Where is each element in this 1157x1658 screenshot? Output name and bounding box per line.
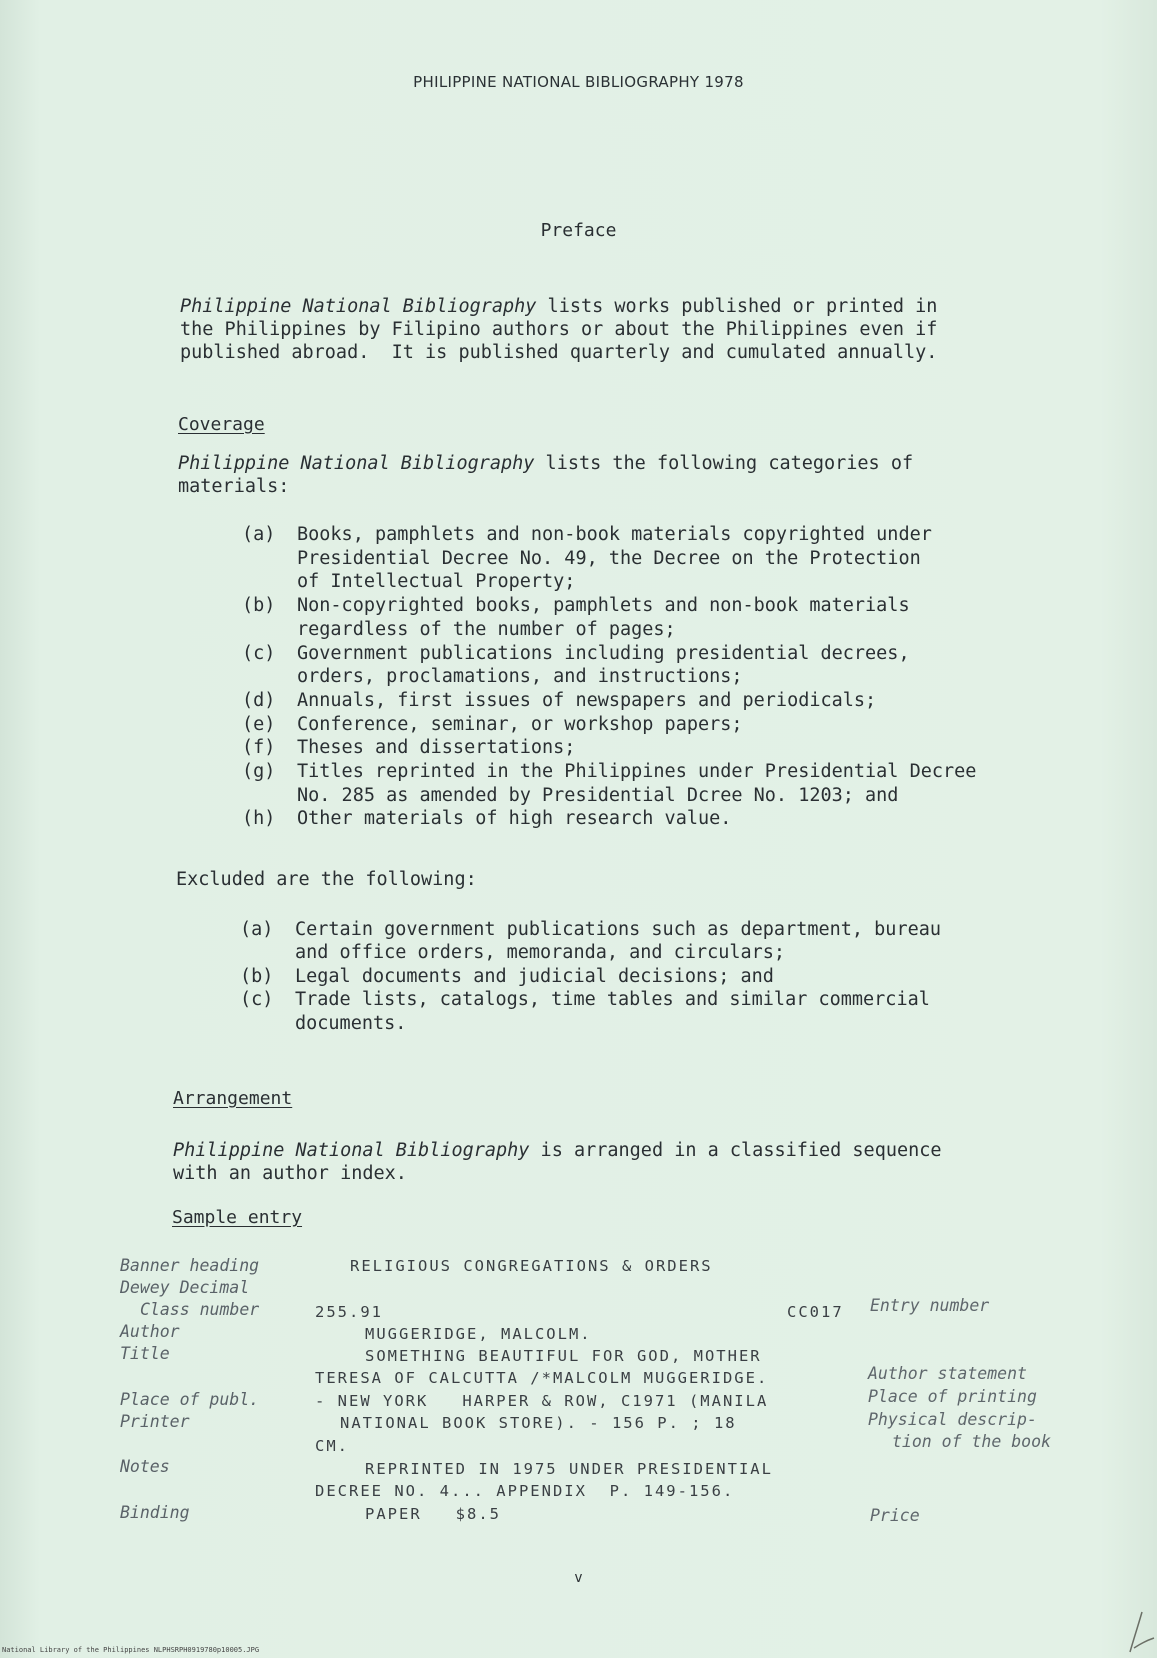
- label-author: Author: [120, 1322, 180, 1341]
- arrangement-line-2: with an author index.: [173, 1163, 407, 1184]
- excluded-item: [240, 918, 1000, 965]
- typed-notes-1: REPRINTED IN 1975 UNDER PRESIDENTIAL: [365, 1460, 773, 1478]
- item-text-line: orders, proclamations, and instructions;: [297, 666, 743, 688]
- item-label: (h): [242, 808, 276, 830]
- typed-place: - NEW YORK HARPER & ROW, C1971 (MANILA: [315, 1392, 769, 1410]
- item-text-line: Non-copyrighted books, pamphlets and non-book materials: [297, 595, 910, 617]
- item-label: (b): [242, 595, 276, 617]
- coverage-item: [242, 736, 1002, 760]
- coverage-intro-line-2: materials:: [178, 476, 290, 497]
- intro-title-italic: Philippine National Bibliography: [180, 296, 537, 317]
- intro-line-2: the Philippines by Filipino authors or about the Philippines even if: [180, 319, 938, 340]
- coverage-intro-line-1: [178, 452, 913, 475]
- item-text-line: documents.: [295, 1012, 407, 1034]
- typed-notes-2: DECREE NO. 4... APPENDIX P. 149-156.: [315, 1482, 735, 1500]
- item-text-line: of Intellectual Property;: [297, 571, 576, 593]
- item-text-line: Annuals, first issues of newspapers and periodicals;: [297, 689, 877, 711]
- arrangement-line-1: [173, 1139, 942, 1162]
- label-notes: Notes: [120, 1457, 170, 1476]
- coverage-item: [242, 642, 1002, 689]
- item-text-line: Theses and dissertations;: [297, 737, 576, 759]
- typed-entry-number: CC017: [787, 1303, 844, 1321]
- item-text-line: and office orders, memoranda, and circulars;: [295, 942, 786, 964]
- running-header: PHILIPPINE NATIONAL BIBLIOGRAPHY 1978: [413, 73, 744, 91]
- item-label: (c): [240, 989, 274, 1011]
- item-text-line: Government publications including presidential decrees,: [297, 642, 910, 664]
- coverage-item: [242, 713, 1002, 737]
- item-text-line: Conference, seminar, or workshop papers;: [297, 713, 743, 735]
- sample-entry-heading: Sample entry: [172, 1207, 303, 1228]
- label-binding: Binding: [120, 1503, 190, 1522]
- typed-class-number: 255.91: [315, 1303, 383, 1321]
- item-text-line: Presidential Decree No. 49, the Decree on the Protection: [297, 547, 921, 569]
- typed-banner: RELIGIOUS CONGREGATIONS & ORDERS: [350, 1257, 713, 1275]
- scan-footer: National Library of the Philippines NLPHSRPH0919780p10005.JPG: [2, 1646, 260, 1654]
- label-physical-2: tion of the book: [892, 1432, 1051, 1451]
- item-text-line: regardless of the number of pages;: [297, 618, 676, 640]
- label-author-statement: Author statement: [868, 1364, 1027, 1383]
- item-text-line: Titles reprinted in the Philippines under Presidential Decree: [297, 761, 977, 782]
- label-printer: Printer: [120, 1412, 190, 1431]
- preface-title: Preface: [540, 220, 617, 241]
- typed-title-1: SOMETHING BEAUTIFUL FOR GOD, MOTHER: [365, 1347, 762, 1365]
- intro-line-1: [180, 295, 937, 318]
- typed-cm: CM.: [315, 1437, 349, 1455]
- label-place-of-printing: Place of printing: [868, 1387, 1037, 1406]
- label-dewey-2: Class number: [140, 1300, 260, 1319]
- intro-line-1-rest: lists works published or printed in: [536, 296, 938, 317]
- coverage-intro-rest: lists the following categories of: [534, 453, 914, 474]
- coverage-item: [242, 594, 1002, 641]
- label-banner-heading: Banner heading: [120, 1256, 260, 1275]
- label-price: Price: [870, 1506, 920, 1525]
- coverage-item: [242, 807, 1002, 831]
- typed-author: MUGGERIDGE, MALCOLM.: [365, 1325, 592, 1343]
- excluded-item: [240, 988, 1000, 1035]
- item-label: (g): [242, 761, 276, 782]
- coverage-item: [242, 523, 1002, 594]
- intro-line-3: published abroad. It is published quarterly and cumulated annually.: [180, 342, 938, 363]
- label-title: Title: [120, 1344, 170, 1363]
- coverage-title-italic: Philippine National Bibliography: [178, 453, 535, 474]
- coverage-item: [242, 689, 1002, 713]
- label-place: Place of publ.: [120, 1390, 260, 1409]
- item-label: (e): [242, 713, 276, 735]
- item-text-line: No. 285 as amended by Presidential Dcree No. 1203; and: [297, 784, 899, 806]
- typed-printer: NATIONAL BOOK STORE). - 156 P. ; 18: [340, 1414, 737, 1432]
- item-text-line: Other materials of high research value.: [297, 808, 732, 830]
- item-text-line: Legal documents and judicial decisions; and: [295, 965, 774, 987]
- item-label: (a): [240, 919, 274, 940]
- item-label: (f): [242, 737, 276, 759]
- corner-mark: [1120, 1608, 1157, 1658]
- page-number: v: [574, 1570, 583, 1586]
- item-text-line: Certain government publications such as department, bureau: [295, 919, 942, 940]
- arrangement-title-italic: Philippine National Bibliography: [173, 1140, 530, 1161]
- coverage-item: [242, 760, 1002, 807]
- item-text-line: Trade lists, catalogs, time tables and similar commercial: [295, 989, 930, 1011]
- item-label: (b): [240, 965, 274, 987]
- item-label: (a): [242, 524, 276, 545]
- coverage-heading: Coverage: [178, 414, 265, 435]
- label-entry-number: Entry number: [870, 1296, 990, 1315]
- excluded-item: [240, 965, 1000, 988]
- typed-title-2: TERESA OF CALCUTTA /*MALCOLM MUGGERIDGE.: [315, 1369, 769, 1387]
- item-text-line: Books, pamphlets and non-book materials copyrighted under: [297, 524, 932, 545]
- item-label: (c): [242, 642, 276, 664]
- excluded-heading: Excluded are the following:: [176, 869, 477, 890]
- label-dewey-1: Dewey Decimal: [120, 1278, 250, 1297]
- typed-binding: PAPER $8.5: [365, 1505, 501, 1523]
- arrangement-heading: Arrangement: [173, 1088, 293, 1109]
- item-label: (d): [242, 689, 276, 711]
- label-physical-1: Physical descrip-: [868, 1410, 1037, 1429]
- arrangement-line-1-rest: is arranged in a classified sequence: [529, 1140, 942, 1161]
